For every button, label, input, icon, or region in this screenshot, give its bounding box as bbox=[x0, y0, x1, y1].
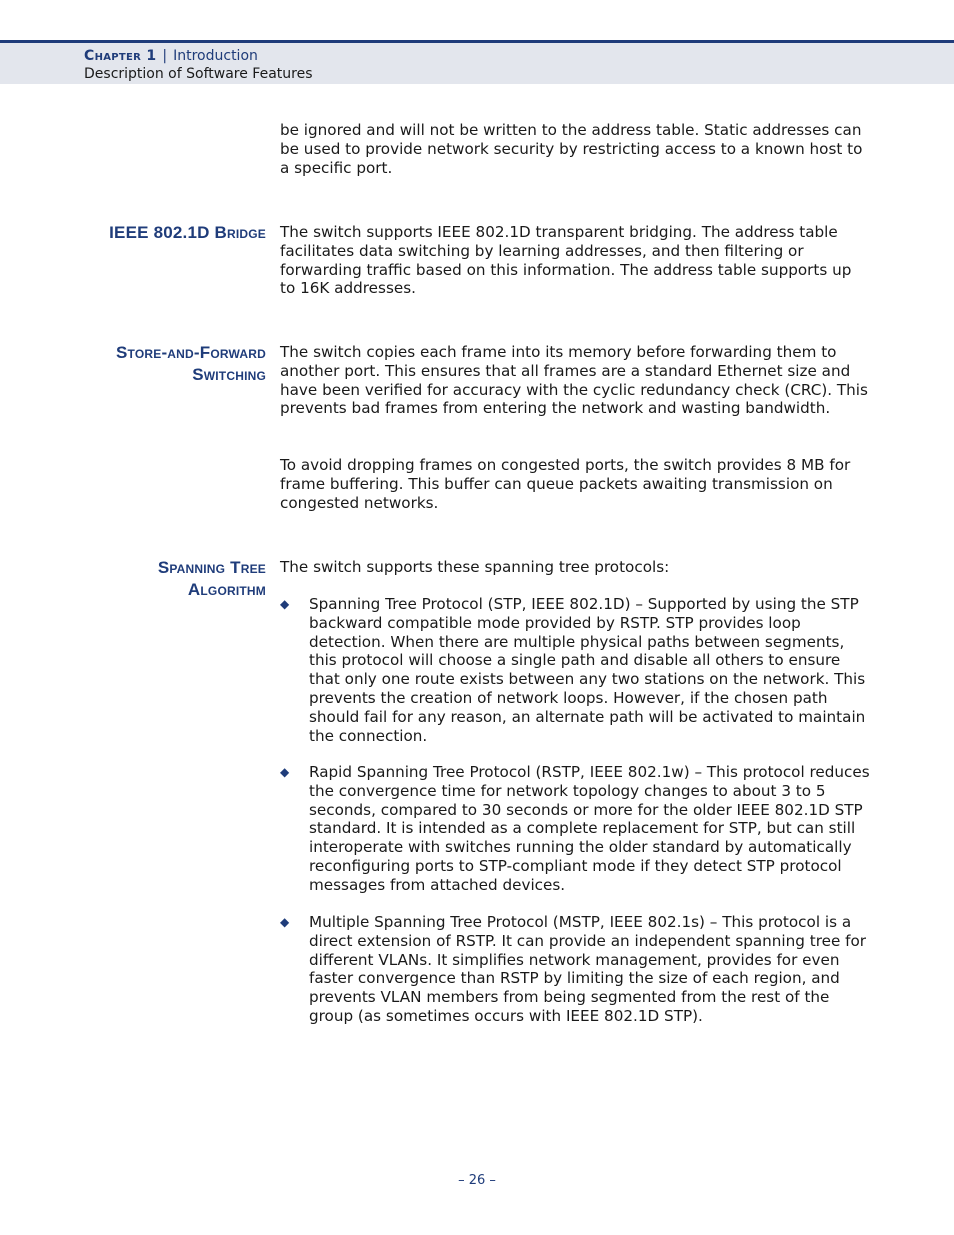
running-header bbox=[0, 40, 954, 84]
bullet-text-stp: Spanning Tree Protocol (STP, IEEE 802.1D) – Supported by using the STP backward compatible mode provided by RSTP. STP provides loop detection. When there are multiple physical paths between segments, this protocol will choose a single path and disable all others to ensure that only one route exists between any two stations on the network. This prevents the creation of network loops. However, if the chosen path should fail for any reason, an alternate path will be activated to maintain the connection. bbox=[309, 595, 866, 745]
diamond-bullet-icon: ◆ bbox=[280, 597, 290, 611]
bullet-text-mstp: Multiple Spanning Tree Protocol (MSTP, IEEE 802.1s) – This protocol is a direct extension of RSTP. It can provide an independent spanning tree for different VLANs. It simplifies network management, provides for even faster convergence than RSTP by limiting the size of each region, and prevents VLAN members from being segmented from the rest of the group (as sometimes occurs with IEEE 802.1D STP). bbox=[309, 913, 867, 1025]
store-forward-paragraph-2: To avoid dropping frames on congested ports, the switch provides 8 MB for frame buffering. This buffer can queue packets awaiting transmission on congested networks. bbox=[280, 456, 851, 512]
store-forward-title-line2: Switching bbox=[192, 365, 266, 384]
diamond-bullet-icon: ◆ bbox=[280, 915, 290, 929]
page-number: – 26 – bbox=[458, 1173, 496, 1188]
ieee-bridge-paragraph: The switch supports IEEE 802.1D transparent bridging. The address table facilitates data switching by learning addresses, and then filtering or forwarding traffic based on this information. The address table supports up to 16K addresses. bbox=[280, 223, 852, 298]
store-forward-paragraph-1: The switch copies each frame into its memory before forwarding them to another port. This ensures that all frames are a standard Ethernet size and have been verified for accuracy with the cyclic redundancy check (CRC). This prevents bad frames from entering the network and wasting bandwidth. bbox=[280, 343, 868, 418]
chapter-label: Chapter 1 bbox=[84, 48, 157, 64]
section-title-ieee-bridge: IEEE 802.1D Bridge bbox=[109, 223, 266, 242]
section-title-store-and-forward bbox=[66, 342, 266, 386]
intro-continuation-paragraph: be ignored and will not be written to the address table. Static addresses can be used to provide network security by restricting access to a known host to a specific port. bbox=[280, 121, 863, 177]
header-chapter-line bbox=[84, 48, 258, 64]
bullet-text-rstp: Rapid Spanning Tree Protocol (RSTP, IEEE 802.1w) – This protocol reduces the convergence time for network topology changes to about 3 to 5 seconds, compared to 30 seconds or more for the older IEEE 802.1D STP standard. It is intended as a complete replacement for STP, but can still interoperate with switches running the older standard by automatically reconfiguring ports to STP-compliant mode if they detect STP protocol messages from attached devices. bbox=[309, 763, 870, 894]
spanning-tree-title-line2: Algorithm bbox=[187, 580, 266, 599]
diamond-bullet-icon: ◆ bbox=[280, 765, 290, 779]
spanning-tree-title-line1: Spanning Tree bbox=[157, 558, 266, 577]
header-separator: | bbox=[162, 48, 168, 64]
chapter-title: Introduction bbox=[173, 48, 258, 64]
section-title-spanning-tree bbox=[66, 557, 266, 601]
spanning-tree-intro: The switch supports these spanning tree protocols: bbox=[280, 558, 670, 576]
header-section-subtitle: Description of Software Features bbox=[84, 66, 313, 82]
store-forward-title-line1: Store-and-Forward bbox=[115, 343, 266, 362]
